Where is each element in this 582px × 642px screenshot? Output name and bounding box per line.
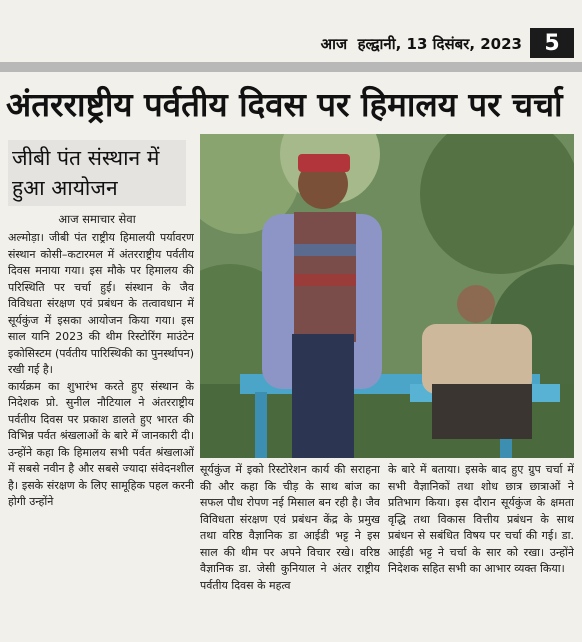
photo-illustration	[200, 134, 574, 458]
news-photo	[200, 134, 574, 458]
city-name: हल्द्वानी	[357, 35, 396, 53]
article-column-3: के बारे में बताया। इसके बाद हुए ग्रुप चर्चा में सभी वैज्ञानिकों तथा शोध छात्र छात्राओं ने प्रतिभाग किया। इस दौरान सूर्यकुंज के क्षमता वृद्धि तथा विकास वित्तीय प्रबंधन के साथ प्रबंधन से सबंधित विषय पर चर्चा की गई। डा. आईडी भट्ट ने चर्चा के सार को रखा। उन्होंने निदेशक सहित सभी का आभार व्यक्त किया।	[388, 463, 574, 575]
date-text: 13 दिसंबर, 2023	[406, 35, 522, 53]
byline: आज समाचार सेवा	[58, 212, 136, 226]
headline: अंतरराष्ट्रीय पर्वतीय दिवस पर हिमालय पर चर्चा	[6, 85, 563, 124]
paragraph: अल्मोड़ा। जीबी पंत राष्ट्रीय हिमालयी पर्यावरण संस्थान कोसी–कटारमल में अंतरराष्ट्रीय पर्वतीय दिवस मनाया गया। इस मौके पर हिमालय की परिस्थिति पर चर्चा हुई। संस्थान के जैव विविधता संरक्षण एवं प्रबंधन के तत्वावधान में सूर्यकुंज में इसका आयोजन किया गया। इस साल यानि 2023 की थीम रिस्टोरिंग माउंटेन इकोसिस्टम (पर्वतीय पारिस्थिकी का पुनर्स्थापन) रखी गई है।	[8, 231, 194, 376]
paper-name: आज	[320, 35, 348, 53]
masthead	[0, 0, 582, 62]
masthead-line: आज हल्द्वानी, 13 दिसंबर, 2023	[320, 35, 522, 53]
divider	[0, 62, 582, 72]
article-column-2: सूर्यकुंज में इको रिस्टोरेशन कार्य की सराहना की और कहा कि चीड़ के साथ बांज का सफल पौध रोपण नई मिसाल बन रही है। जैव विविधता संरक्षण एवं प्रबंधन केंद्र के प्रमुख तथा वरिष्ठ वैज्ञानिक डा आईडी भट्ट ने इस साल की थीम पर अपने विचार रखे। वरिष्ठ वैज्ञानिक डा. जेसी कुनियाल ने अंतर राष्ट्रीय पर्वतीय दिवस के महत्व	[200, 463, 380, 592]
subheadline: जीबी पंत संस्थान में हुआ आयोजन	[8, 140, 186, 206]
paragraph: कार्यक्रम का शुभारंभ करते हुए संस्थान के निदेशक प्रो. सुनील नौटियाल ने अंतरराष्ट्रीय पर्वतीय दिवस पर प्रकाश डालते हुए भारत की विभिन्न पर्वत श्रंखलाओं के बारे में जानकारी दी। उन्होंने कहा कि हिमालय सभी पर्वत श्रंखलाओं में सबसे नवीन है और सबसे ज्यादा संवेदनशील है। इसके संरक्षण के लिए सामूहिक पहल करनी होगी उन्होंने	[8, 379, 194, 508]
page-number: 5	[530, 28, 574, 58]
article-column-1	[8, 230, 194, 638]
